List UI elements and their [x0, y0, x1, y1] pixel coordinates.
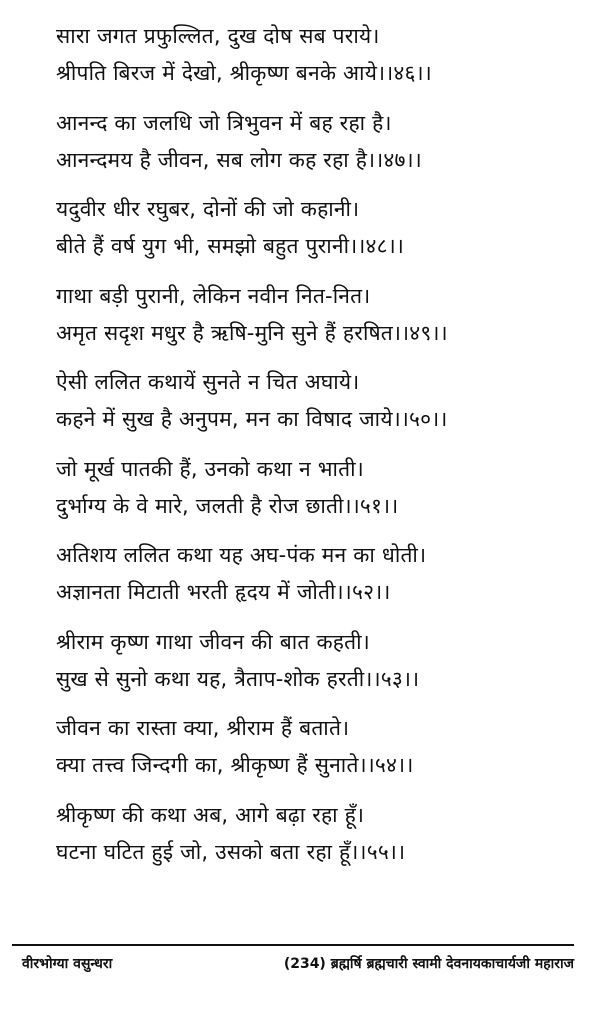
- verse-line: श्रीकृष्ण की कथा अब, आगे बढ़ा रहा हूँ।: [56, 802, 365, 827]
- verse-line: अज्ञानता मिटाती भरती हृदय में जोती।।५२।।: [56, 580, 391, 604]
- verse-line: जो मूर्ख पातकी हैं, उनको कथा न भाती।: [56, 456, 364, 481]
- book-title: वीरभोग्या वसुन्धरा: [22, 956, 113, 972]
- stanza-53: [56, 624, 576, 711]
- stanza-51: [56, 451, 576, 538]
- verse-line: बीते हैं वर्ष युग भी, समझो बहुत पुरानी।।४८।।: [56, 234, 405, 258]
- verse-line: कहने में सुख है अनुपम, मन का विषाद जाये।।५०।।: [56, 407, 448, 431]
- stanza-47: [56, 105, 576, 192]
- verse-line: सारा जगत प्रफुल्लित, दुख दोष सब पराये।: [56, 24, 380, 48]
- verse-line: श्रीराम कृष्ण गाथा जीवन की बात कहती।: [56, 629, 370, 654]
- stanza-50: [56, 364, 576, 451]
- verse-line: अतिशय ललित कथा यह अघ-पंक मन का धोती।: [56, 543, 427, 567]
- stanza-54: [56, 710, 576, 797]
- verse-line: क्या तत्त्व जिन्दगी का, श्रीकृष्ण हैं सुनाते।।५४।।: [56, 753, 414, 777]
- verse-line: अमृत सदृश मधुर है ऋषि-मुनि सुने हैं हरषित।।४९।।: [56, 320, 448, 345]
- verse-line: दुर्भाग्य के वे मारे, जलती है रोज छाती।।५१।।: [56, 493, 399, 518]
- stanza-48: [56, 191, 576, 278]
- verse-line: सुख से सुनो कथा यह, त्रैताप-शोक हरती।।५३।।: [56, 666, 420, 691]
- stanza-55: [56, 797, 576, 884]
- verse-line: श्रीपति बिरज में देखो, श्रीकृष्ण बनके आये।।४६।।: [56, 61, 432, 85]
- verse-line: आनन्दमय है जीवन, सब लोग कह रहा है।।४७।।: [56, 147, 422, 172]
- verse-list: [56, 18, 576, 883]
- footer-divider: [12, 944, 574, 946]
- stanza-52: [56, 537, 576, 624]
- verse-line: घटना घटित हुई जो, उसको बता रहा हूँ।।५५।।: [56, 839, 406, 864]
- stanza-49: [56, 278, 576, 365]
- verse-line: यदुवीर धीर रघुबर, दोनों की जो कहानी।: [56, 197, 360, 221]
- verse-line: गाथा बड़ी पुरानी, लेकिन नवीन नित-नित।: [56, 283, 371, 308]
- stanza-46: [56, 18, 576, 105]
- verse-line: ऐसी ललित कथायें सुनते न चित अघाये।: [56, 370, 360, 394]
- page-number-author: (234) ब्रह्मर्षि ब्रह्मचारी स्वामी देवनायकाचार्यजी महाराज: [283, 956, 574, 972]
- verse-line: जीवन का रास्ता क्या, श्रीराम हैं बताते।: [56, 716, 350, 740]
- verse-line: आनन्द का जलधि जो त्रिभुवन में बह रहा है।: [56, 110, 392, 135]
